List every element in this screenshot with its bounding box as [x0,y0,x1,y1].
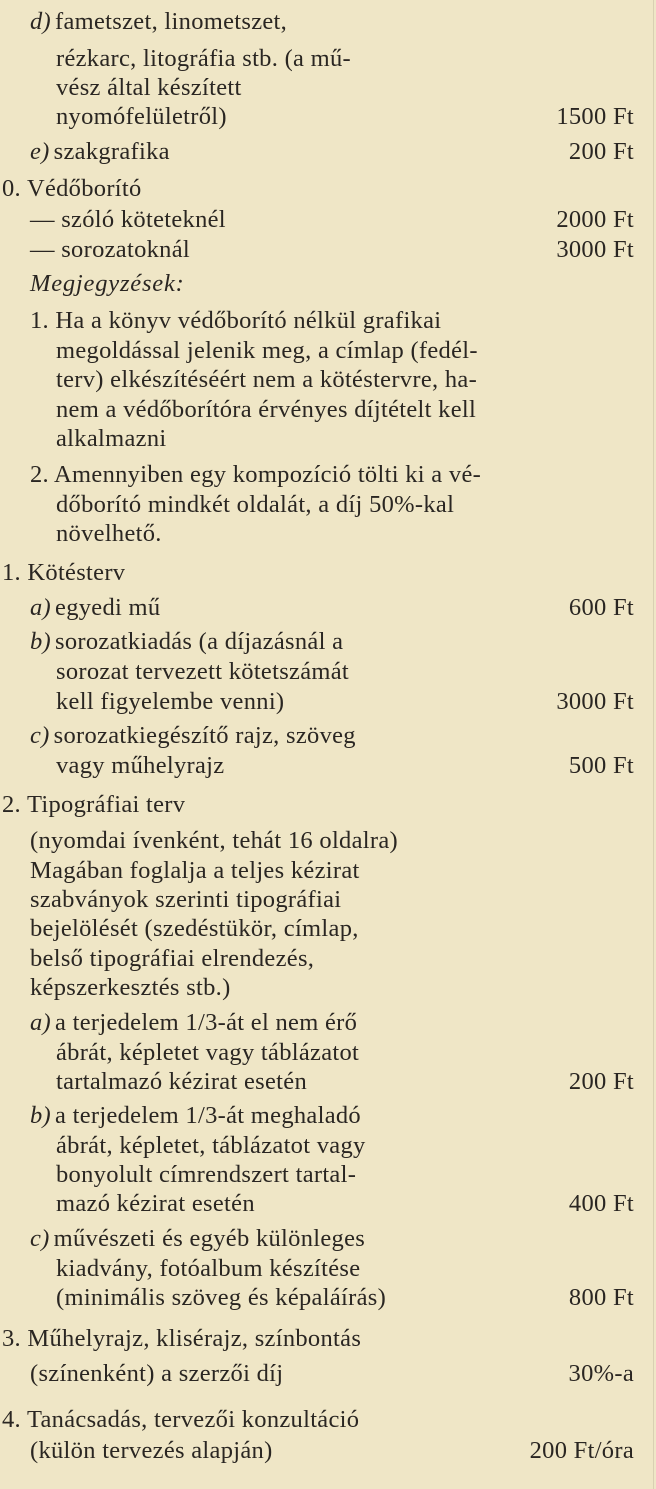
note-1-line-4 [0,394,656,426]
item-d-line-4 [0,101,656,133]
section-1-b-line-1 [0,626,656,658]
section-3-title: 3. Műhelyrajz, klisérajz, színbontás [2,1325,362,1352]
item-d-text-4: nyomófelületről) [56,103,227,130]
section-2-c-text-2: kiadvány, fotóalbum készítése [56,1255,361,1282]
section-2-desc-1 [0,825,656,857]
note-2-line-2 [0,489,656,521]
note-1-line-3 [0,364,656,396]
section-2-a-text-1: a terjedelem 1/3-át el nem érő [55,1009,358,1036]
section-1-b-price: 3000 Ft [556,688,634,715]
note-1-text-1: 1. Ha a könyv védőborító nélkül grafikai [30,307,442,334]
section-2-desc-6 [0,972,656,1004]
section-2-b-line-2 [0,1130,656,1162]
section-2-c-text [30,1223,365,1255]
section-0-row-2-text: — sorozatoknál [30,236,191,263]
section-2-a-text [30,1007,357,1039]
note-1-line-2 [0,335,656,367]
section-2-desc-text-4: bejelölését (szedéstükör, címlap, [30,915,359,942]
section-2-desc-2 [0,855,656,887]
section-2-a-line-3 [0,1066,656,1098]
note-1-text-2: megoldással jelenik meg, a címlap (fedél- [56,337,478,364]
section-4-line-2 [0,1435,656,1467]
section-0-row-1 [0,204,656,236]
item-label-1b: b) [30,628,52,655]
section-2-desc-text-5: belső tipográfiai elrendezés, [30,945,315,972]
section-4-title: 4. Tanácsadás, tervezői konzultáció [2,1406,360,1433]
section-2-b-text-3: bonyolult címrendszert tartal- [56,1161,357,1188]
note-1-text-3: terv) elkészítéséért nem a kötéstervre, ha- [56,366,478,393]
section-2-a-text-3: tartalmazó kézirat esetén [56,1068,307,1095]
section-1-c-text-1: sorozatkiegészítő rajz, szöveg [53,722,356,749]
section-1-b-text-2: sorozat tervezett kötetszámát [56,658,350,685]
section-2-b-text [30,1100,361,1132]
section-2-b-text-2: ábrát, képletet, táblázatot vagy [56,1132,366,1159]
section-1-b-line-3 [0,686,656,718]
section-2-c-line-2 [0,1253,656,1285]
section-1-heading [0,557,656,589]
note-1-line-1 [0,305,656,337]
section-3-price: 30%-a [568,1360,634,1387]
section-2-b-line-1 [0,1100,656,1132]
section-1-c-text-2: vagy műhelyrajz [56,752,225,779]
item-d-text-3: vész által készített [56,74,242,101]
section-2-c-line-3 [0,1282,656,1314]
item-label-2a: a) [30,1009,52,1036]
section-0-row-2 [0,234,656,266]
section-1-b-text [30,626,343,658]
section-0-row-2-price: 3000 Ft [556,236,634,263]
section-1-b-text-3: kell figyelembe venni) [56,688,285,715]
section-2-c-text-3: (minimális szöveg és képaláírás) [56,1284,387,1311]
section-2-desc-4 [0,913,656,945]
section-4-price: 200 Ft/óra [529,1437,634,1464]
item-e-price: 200 Ft [568,138,634,165]
note-1-text-4: nem a védőborítóra érvényes díjtételt kell [56,396,477,423]
section-4-text-2: (külön tervezés alapján) [30,1437,273,1464]
section-0-row-1-price: 2000 Ft [556,206,634,233]
note-2-text-1: 2. Amennyiben egy kompozíció tölti ki a vé- [30,461,482,488]
note-1-text-5: alkalmazni [56,425,167,452]
note-1-line-5 [0,423,656,455]
note-2-text-3: növelhető. [56,520,162,547]
note-2-text-2: dőborító mindkét oldalát, a díj 50%-kal [56,491,455,518]
section-1-c-price: 500 Ft [568,752,634,779]
section-2-desc-text-1: (nyomdai ívenként, tehát 16 oldalra) [30,827,398,854]
section-1-c-text [30,720,356,752]
item-d-line-3 [0,72,656,104]
section-0-row-1-text: — szóló köteteknél [30,206,226,233]
note-2-line-1 [0,459,656,491]
item-label-e: e) [30,138,50,165]
item-label-d: d) [30,8,52,35]
section-2-a-line-2 [0,1037,656,1069]
section-2-desc-text-6: képszerkesztés stb.) [30,974,231,1001]
page-edge-divider [653,0,654,1489]
section-1-a-text [30,592,160,624]
section-1-b-text-1: sorozatkiadás (a díjazásnál a [55,628,344,655]
item-d-line-2 [0,43,656,75]
item-d-line-1 [0,6,656,38]
section-2-c-line-1 [0,1223,656,1255]
section-0-heading [0,173,656,205]
section-1-b-line-2 [0,656,656,688]
section-2-title: 2. Tipográfiai terv [2,791,186,818]
section-2-desc-3 [0,884,656,916]
section-1-a-line [0,592,656,624]
item-e-text-1: szakgrafika [53,138,170,165]
item-d-text-2: rézkarc, litográfia stb. (a mű- [56,45,351,72]
section-3-line-2 [0,1358,656,1390]
section-2-c-price: 800 Ft [568,1284,634,1311]
section-3-line-1 [0,1323,656,1355]
item-e-text [30,136,170,168]
item-d-price: 1500 Ft [556,103,634,130]
section-2-heading [0,789,656,821]
section-2-a-price: 200 Ft [568,1068,634,1095]
section-1-c-line-1 [0,720,656,752]
item-label-1c: c) [30,722,50,749]
section-2-c-text-1: művészeti és egyéb különleges [53,1225,366,1252]
notes-heading: Megjegyzések: [30,270,185,297]
section-2-b-price: 400 Ft [568,1190,634,1217]
section-3-text-2: (színenként) a szerzői díj [30,1360,284,1387]
section-2-desc-text-3: szabványok szerinti tipográfiai [30,886,342,913]
item-d-text [30,6,287,38]
section-1-a-text-1: egyedi mű [55,594,161,621]
section-2-desc-5 [0,943,656,975]
section-4-line-1 [0,1404,656,1436]
item-e-line [0,136,656,168]
item-d-text-1: fametszet, linometszet, [55,8,288,35]
section-2-b-line-3 [0,1159,656,1191]
section-2-a-text-2: ábrát, képletet vagy táblázatot [56,1039,360,1066]
section-2-b-text-4: mazó kézirat esetén [56,1190,255,1217]
section-0-title: 0. Védőborító [2,175,142,202]
section-2-b-line-4 [0,1188,656,1220]
item-label-1a: a) [30,594,52,621]
section-1-c-line-2 [0,750,656,782]
notes-heading-line [0,268,656,300]
item-label-2c: c) [30,1225,50,1252]
section-1-a-price: 600 Ft [568,594,634,621]
section-2-b-text-1: a terjedelem 1/3-át meghaladó [55,1102,361,1129]
section-1-title: 1. Kötésterv [2,559,126,586]
item-label-2b: b) [30,1102,52,1129]
section-2-a-line-1 [0,1007,656,1039]
section-2-desc-text-2: Magában foglalja a teljes kézirat [30,857,360,884]
note-2-line-3 [0,518,656,550]
